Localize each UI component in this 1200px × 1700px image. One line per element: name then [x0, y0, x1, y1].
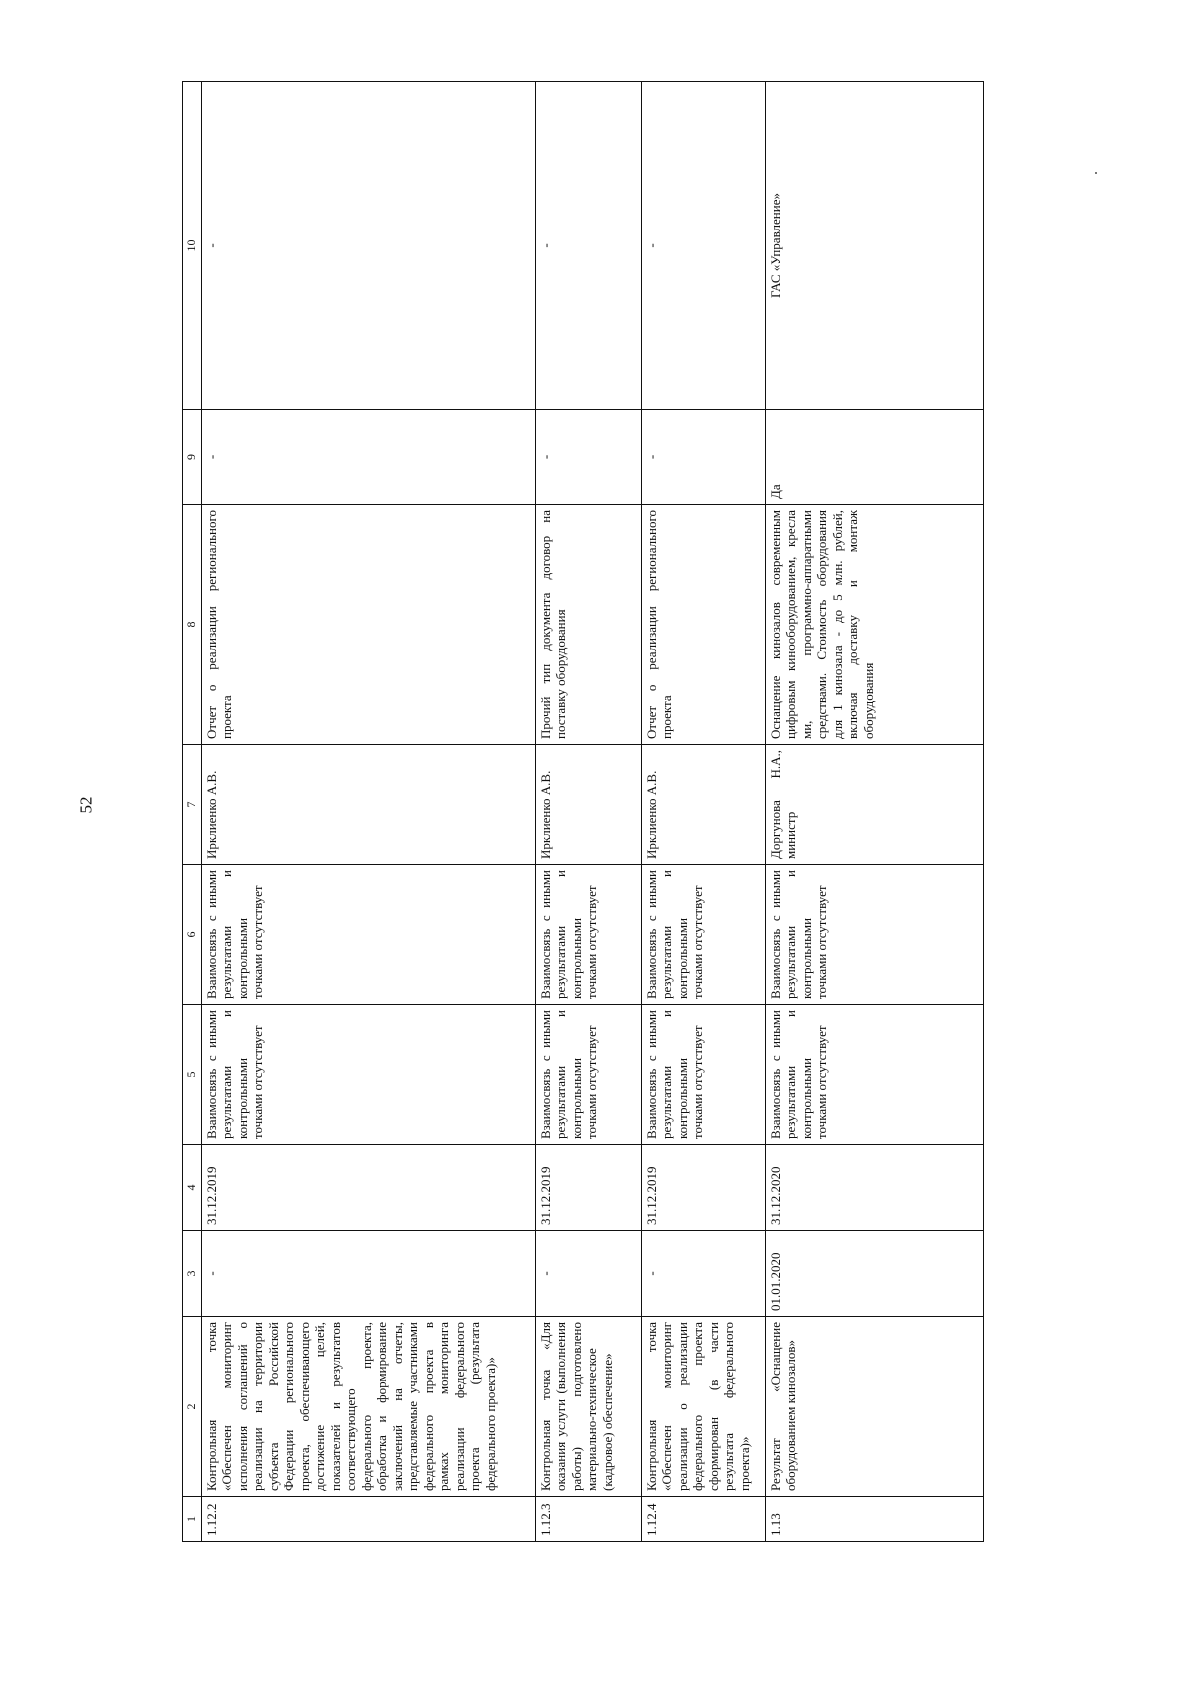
row-system: - — [535, 82, 641, 410]
row-flag: Да — [765, 410, 984, 505]
row-description: Оснащение кинозалов современным цифровым кинооборудованием, кресла ми, программно-аппаратными средствами. Стоимость оборудования для 1 кинозала - до 5 млн. рублей, включая доставку и монтаж оборудования — [765, 505, 984, 745]
row-responsible: Ирклиенко А.В. — [641, 745, 765, 865]
row-number: 1.12.4 — [641, 1497, 765, 1542]
row-system: ГАС «Управление» — [765, 82, 984, 410]
row-start-date: - — [535, 1231, 641, 1317]
row-start-date: - — [641, 1231, 765, 1317]
row-successors: Взаимосвязь с иными результатами и контрольными точками отсутствует — [765, 865, 984, 1005]
page-number: 52 — [76, 796, 96, 814]
row-title: Контрольная точка «Обеспечен мониторинг исполнения соглашений о реализации на территории субъекта Российской Федерации регионального проекта, обеспечивающего достижение целей, показателей и результатов соответствующего федерального проекта, обработка и формирование заключений на отчеты, представляемые участниками федерального проекта в рамках мониторинга реализации федерального проекта (результата федерального проекта)» — [201, 1317, 535, 1497]
row-responsible: Ирклиенко А.В. — [535, 745, 641, 865]
row-start-date: - — [201, 1231, 535, 1317]
header-col-5: 5 — [183, 1005, 202, 1145]
row-system: - — [641, 82, 765, 410]
row-start-date: 01.01.2020 — [765, 1231, 984, 1317]
row-description: Отчет о реализации регионального проекта — [201, 505, 535, 745]
row-end-date: 31.12.2019 — [535, 1145, 641, 1231]
row-predecessors: Взаимосвязь с иными результатами и контрольными точками отсутствует — [201, 1005, 535, 1145]
row-flag: - — [535, 410, 641, 505]
table-row — [641, 82, 765, 1542]
header-col-6: 6 — [183, 865, 202, 1005]
row-end-date: 31.12.2020 — [765, 1145, 984, 1231]
header-col-3: 3 — [183, 1231, 202, 1317]
header-col-1: 1 — [183, 1497, 202, 1542]
header-col-10: 10 — [183, 82, 202, 410]
row-predecessors: Взаимосвязь с иными результатами и контрольными точками отсутствует — [641, 1005, 765, 1145]
rotated-table-inner — [182, 82, 984, 1542]
row-title: Контрольная точка «Обеспечен мониторинг реализации о реализации федерального проекта сформирован (в части результата федерального проекта)» — [641, 1317, 765, 1497]
row-system: - — [201, 82, 535, 410]
row-responsible: Доргунова Н.А., министр — [765, 745, 984, 865]
row-title: Результат «Оснащение оборудованием кинозалов» — [765, 1317, 984, 1497]
header-col-8: 8 — [183, 505, 202, 745]
row-flag: - — [201, 410, 535, 505]
row-successors: Взаимосвязь с иными результатами и контрольными точками отсутствует — [535, 865, 641, 1005]
control-points-table — [182, 81, 984, 1542]
row-number: 1.13 — [765, 1497, 984, 1542]
row-description: Прочий тип документа договор на поставку оборудования — [535, 505, 641, 745]
row-end-date: 31.12.2019 — [201, 1145, 535, 1231]
table-row — [535, 82, 641, 1542]
row-end-date: 31.12.2019 — [641, 1145, 765, 1231]
header-row — [183, 82, 202, 1542]
header-col-2: 2 — [183, 1317, 202, 1497]
row-title: Контрольная точка «Для оказания услуги (выполнения работы) подготовлено материально-техническое (кадровое) обеспечение» — [535, 1317, 641, 1497]
row-responsible: Ирклиенко А.В. — [201, 745, 535, 865]
scan-speck — [1095, 172, 1097, 174]
header-col-9: 9 — [183, 410, 202, 505]
header-col-4: 4 — [183, 1145, 202, 1231]
row-number: 1.12.2 — [201, 1497, 535, 1542]
table-row — [765, 82, 984, 1542]
row-description: Отчет о реализации регионального проекта — [641, 505, 765, 745]
row-predecessors: Взаимосвязь с иными результатами и контрольными точками отсутствует — [765, 1005, 984, 1145]
table-row — [201, 82, 535, 1542]
header-col-7: 7 — [183, 745, 202, 865]
rotated-table-container — [182, 82, 984, 1542]
row-successors: Взаимосвязь с иными результатами и контрольными точками отсутствует — [641, 865, 765, 1005]
row-number: 1.12.3 — [535, 1497, 641, 1542]
row-predecessors: Взаимосвязь с иными результатами и контрольными точками отсутствует — [535, 1005, 641, 1145]
row-flag: - — [641, 410, 765, 505]
row-successors: Взаимосвязь с иными результатами и контрольными точками отсутствует — [201, 865, 535, 1005]
